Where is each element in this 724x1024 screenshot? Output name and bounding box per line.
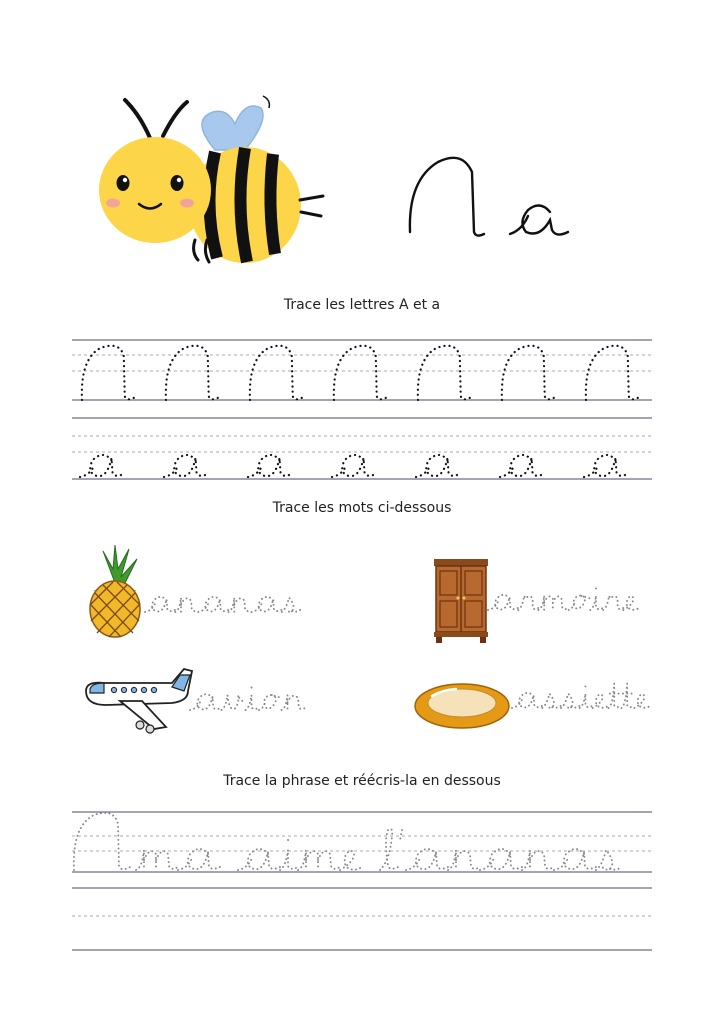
instruction-words: Trace les mots ci-dessous (272, 500, 452, 516)
instruction-sentence: Trace la phrase et réécris-la en dessous (223, 773, 501, 789)
instruction-letters: Trace les lettres A et a (283, 297, 441, 313)
